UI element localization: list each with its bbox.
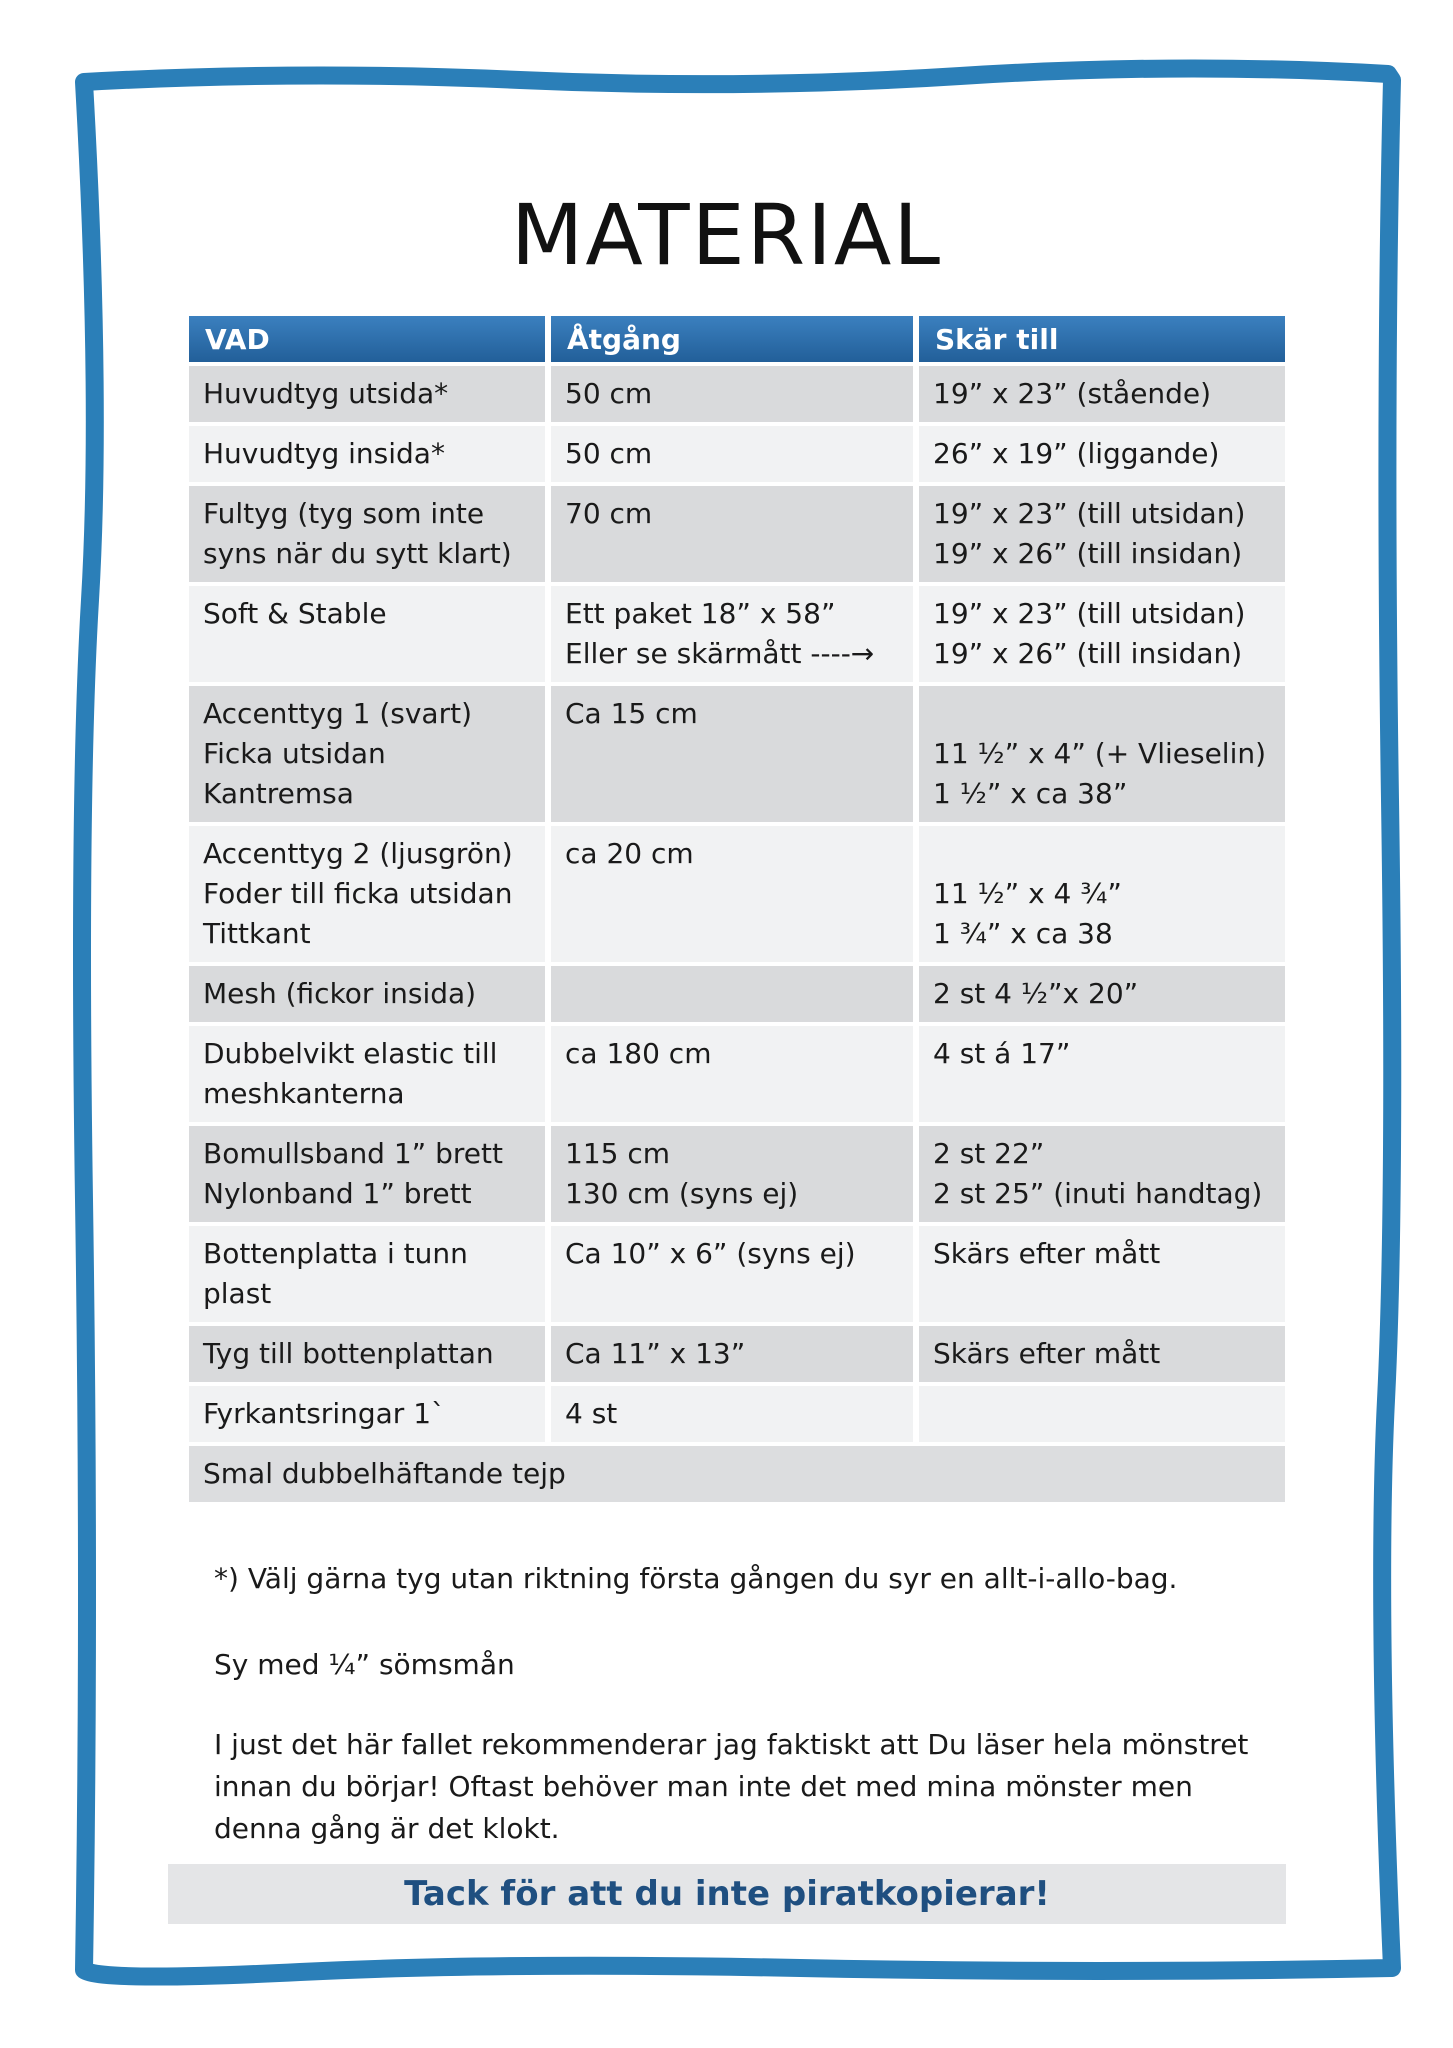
cell-atgang: 50 cm xyxy=(551,426,913,482)
cell-skar: Skärs efter mått xyxy=(919,1326,1285,1382)
cell-atgang: Ca 10” x 6” (syns ej) xyxy=(551,1226,913,1322)
cell-skar: 11 ½” x 4” (+ Vlieselin) 1 ½” x ca 38” xyxy=(919,686,1285,822)
table-row xyxy=(189,486,1285,582)
cell-skar: 2 st 22” 2 st 25” (inuti handtag) xyxy=(919,1126,1285,1222)
table-row xyxy=(189,366,1285,422)
table-row xyxy=(189,1126,1285,1222)
cell-vad: Dubbelvikt elastic till meshkanterna xyxy=(189,1026,545,1122)
cell-atgang: Ca 11” x 13” xyxy=(551,1326,913,1382)
cell-skar: 2 st 4 ½”x 20” xyxy=(919,966,1285,1022)
note-direction: *) Välj gärna tyg utan riktning första gången du syr en allt-i-allo-bag. xyxy=(214,1562,1178,1595)
cell-atgang: 4 st xyxy=(551,1386,913,1442)
thanks-banner: Tack för att du inte piratkopierar! xyxy=(168,1864,1286,1924)
header-skar-till: Skär till xyxy=(919,316,1285,362)
page-title: MATERIAL xyxy=(510,186,943,284)
table-row xyxy=(189,1226,1285,1322)
cell-atgang: 115 cm 130 cm (syns ej) xyxy=(551,1126,913,1222)
cell-atgang: Ett paket 18” x 58” Eller se skärmått ----→ xyxy=(551,586,913,682)
table-row-last xyxy=(189,1446,1285,1502)
cell-atgang: 70 cm xyxy=(551,486,913,582)
cell-vad: Fultyg (tyg som inte syns när du sytt klart) xyxy=(189,486,545,582)
cell-vad-last: Smal dubbelhäftande tejp xyxy=(189,1446,1285,1502)
cell-skar: 4 st á 17” xyxy=(919,1026,1285,1122)
cell-atgang: ca 180 cm xyxy=(551,1026,913,1122)
cell-atgang: Ca 15 cm xyxy=(551,686,913,822)
header-atgang: Åtgång xyxy=(551,316,913,362)
cell-skar: 26” x 19” (liggande) xyxy=(919,426,1285,482)
cell-skar: 19” x 23” (stående) xyxy=(919,366,1285,422)
cell-vad: Huvudtyg utsida* xyxy=(189,366,545,422)
cell-skar: Skärs efter mått xyxy=(919,1226,1285,1322)
cell-skar: 19” x 23” (till utsidan) 19” x 26” (till insidan) xyxy=(919,586,1285,682)
table-header-row xyxy=(189,316,1285,362)
cell-atgang: ca 20 cm xyxy=(551,826,913,962)
table-row xyxy=(189,1326,1285,1382)
cell-vad: Soft & Stable xyxy=(189,586,545,682)
table-row xyxy=(189,426,1285,482)
material-table xyxy=(183,312,1291,1506)
table-row xyxy=(189,1386,1285,1442)
cell-vad: Accenttyg 2 (ljusgrön) Foder till ficka utsidan Tittkant xyxy=(189,826,545,962)
table-row xyxy=(189,586,1285,682)
cell-vad: Tyg till bottenplattan xyxy=(189,1326,545,1382)
cell-vad: Fyrkantsringar 1` xyxy=(189,1386,545,1442)
cell-skar: 11 ½” x 4 ¾” 1 ¾” x ca 38 xyxy=(919,826,1285,962)
note-seam: Sy med ¼” sömsmån xyxy=(214,1648,515,1681)
table-row xyxy=(189,1026,1285,1122)
cell-atgang: 50 cm xyxy=(551,366,913,422)
cell-atgang xyxy=(551,966,913,1022)
cell-vad: Huvudtyg insida* xyxy=(189,426,545,482)
note-recommend: I just det här fallet rekommenderar jag faktiskt att Du läser hela mönstret innan du börjar! Oftast behöver man inte det med mina mönster men denna gång är det klokt. xyxy=(214,1728,1249,1845)
table-row xyxy=(189,826,1285,962)
header-vad: VAD xyxy=(189,316,545,362)
cell-vad: Bottenplatta i tunn plast xyxy=(189,1226,545,1322)
cell-vad: Bomullsband 1” brett Nylonband 1” brett xyxy=(189,1126,545,1222)
table-row xyxy=(189,686,1285,822)
cell-skar xyxy=(919,1386,1285,1442)
cell-vad: Accenttyg 1 (svart) Ficka utsidan Kantremsa xyxy=(189,686,545,822)
table-row xyxy=(189,966,1285,1022)
cell-vad: Mesh (fickor insida) xyxy=(189,966,545,1022)
cell-skar: 19” x 23” (till utsidan) 19” x 26” (till insidan) xyxy=(919,486,1285,582)
